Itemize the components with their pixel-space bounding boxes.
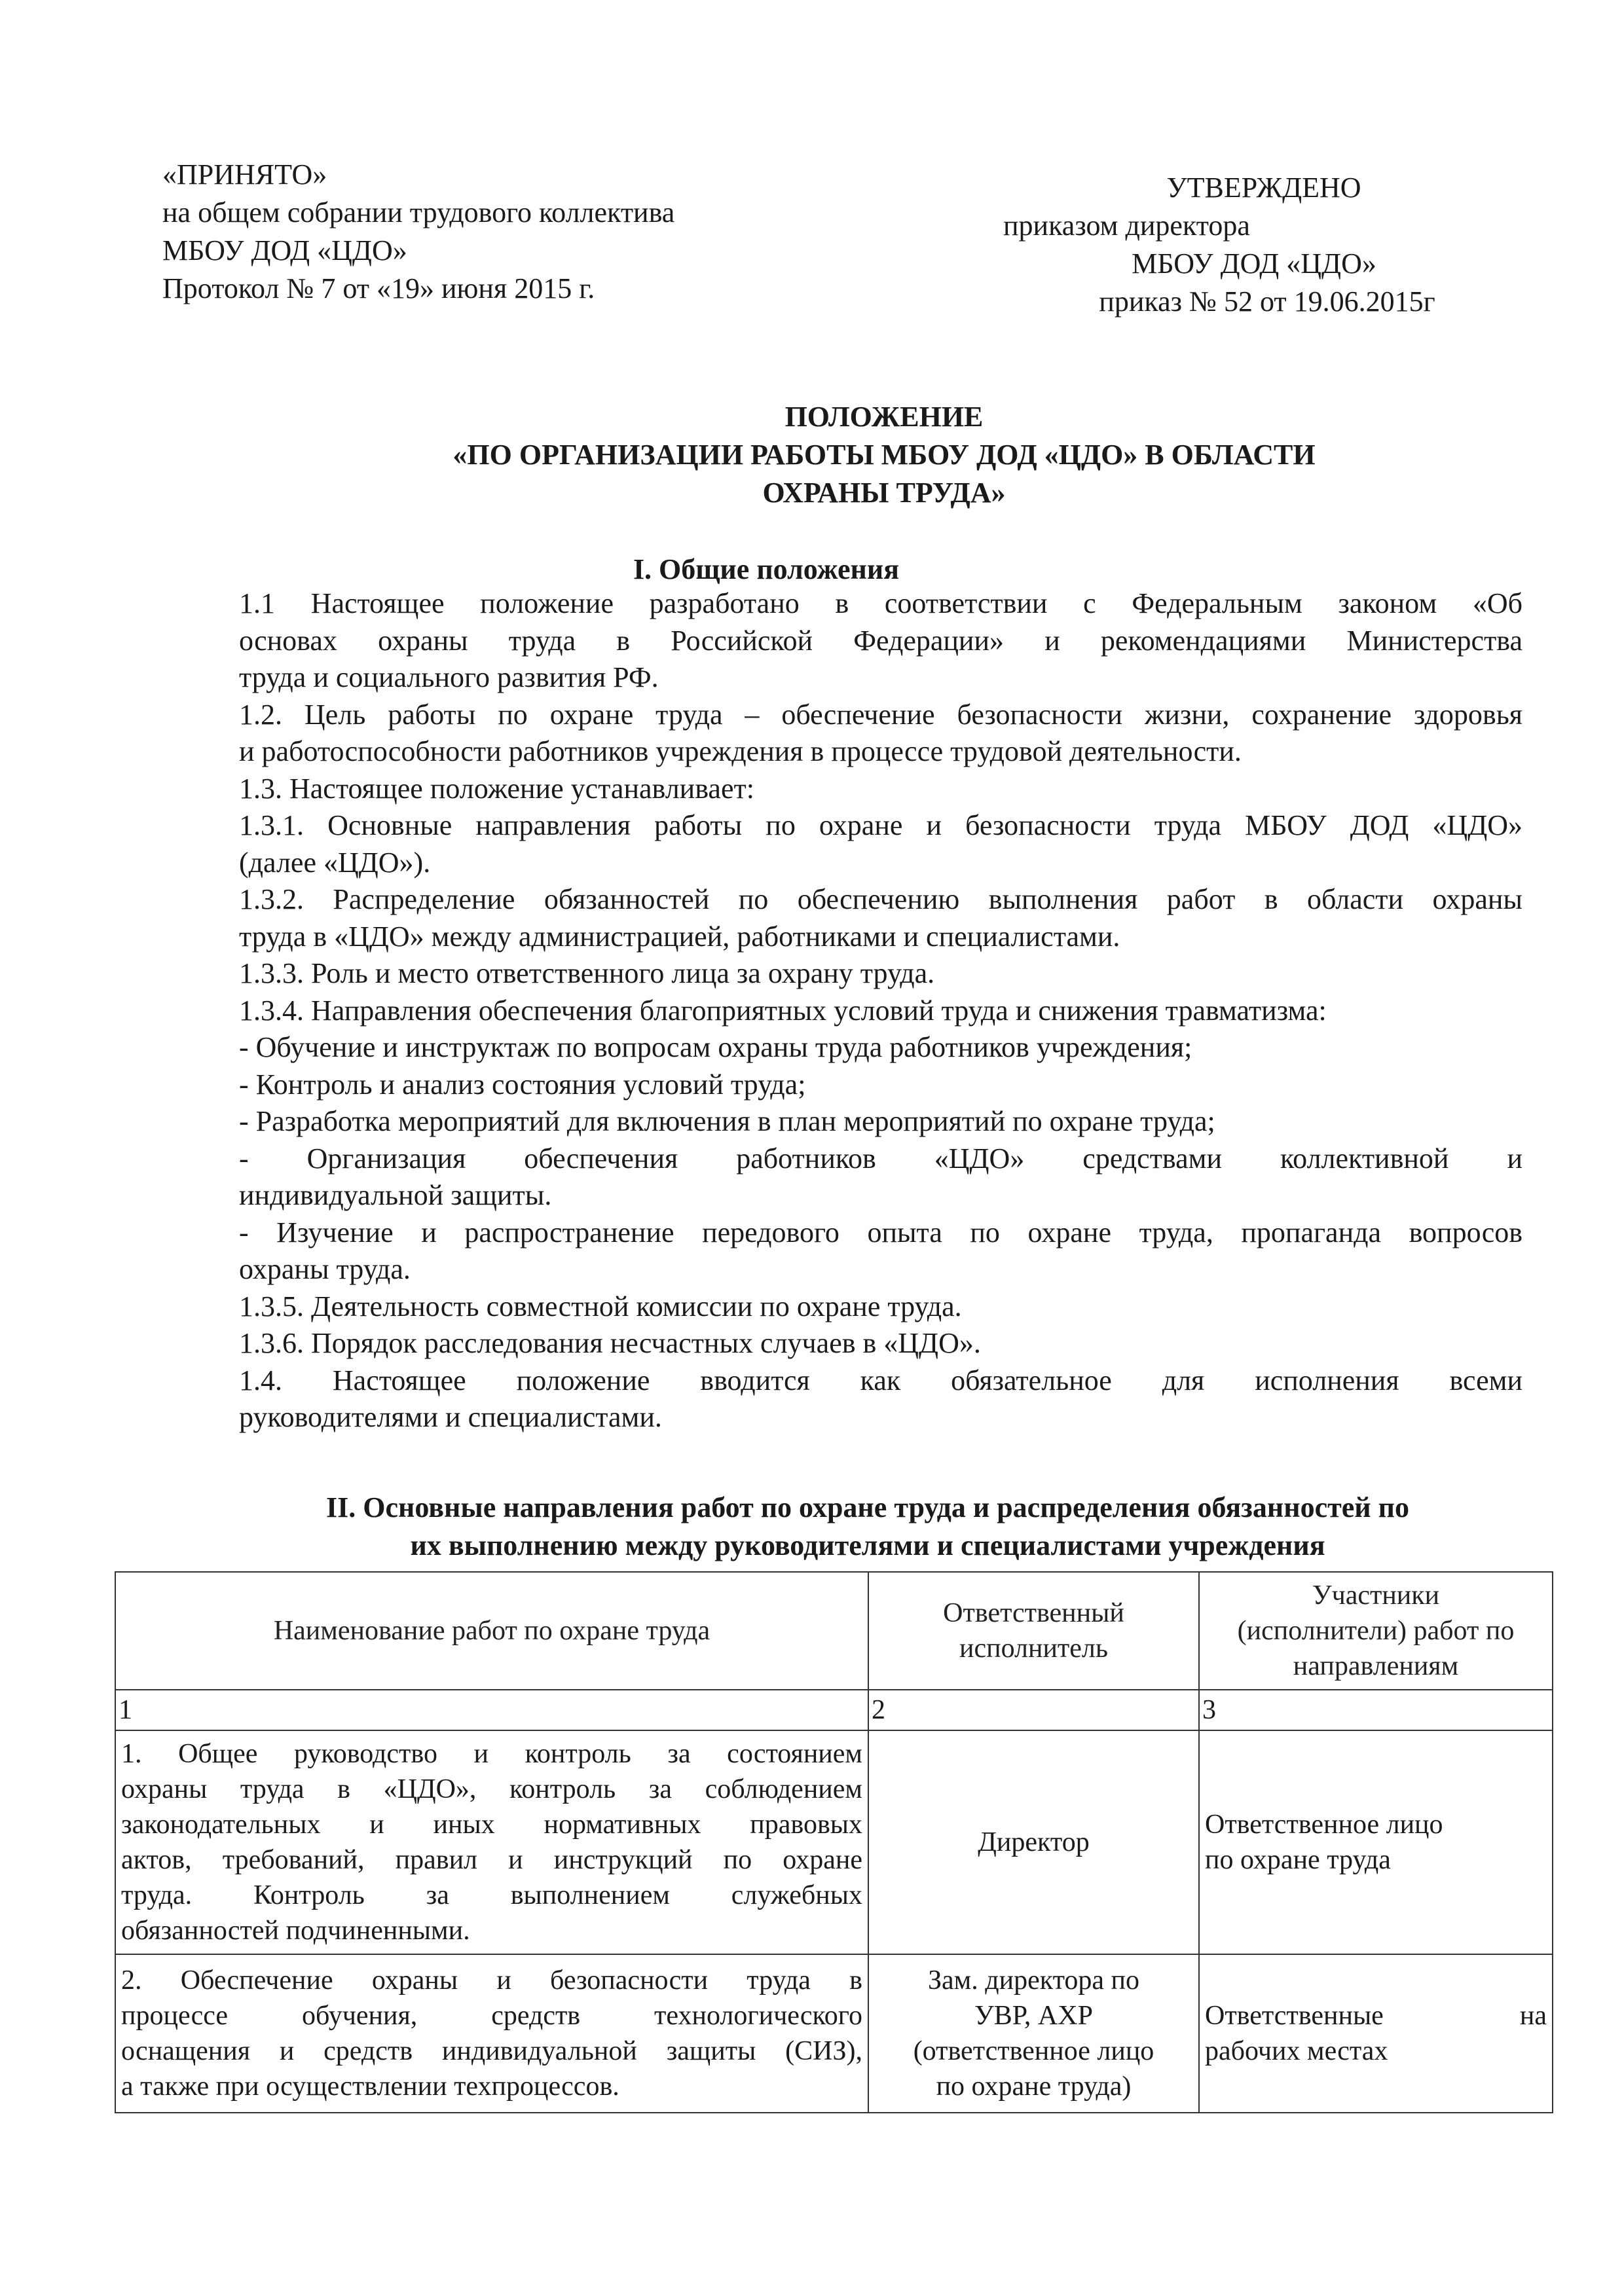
title-line: ОХРАНЫ ТРУДА» bbox=[762, 477, 1006, 509]
paragraph-line: 1.3.3. Роль и место ответственного лица за охрану труда. bbox=[239, 957, 935, 989]
cell-line: труда. Контроль за выполнением служебных bbox=[121, 1880, 862, 1910]
participants-cell bbox=[1199, 1730, 1553, 1954]
paragraph-1-1 bbox=[239, 585, 1522, 697]
header-line: Наименование работ по охране труда bbox=[273, 1616, 710, 1646]
paragraph-1-2 bbox=[239, 697, 1522, 771]
approval-accepted-block bbox=[162, 156, 674, 308]
column-number: 3 bbox=[1199, 1690, 1553, 1730]
cell-line: по охране труда bbox=[1205, 1845, 1391, 1875]
cell-line: 2. Обеспечение охраны и безопасности труда в bbox=[121, 1965, 862, 1995]
approval-left-line: Протокол № 7 от «19» июня 2015 г. bbox=[162, 272, 595, 304]
paragraph-line: и работоспособности работников учреждения в процессе трудовой деятельности. bbox=[239, 735, 1242, 767]
header-line: Ответственный bbox=[943, 1598, 1124, 1628]
cell-line: а также при осуществлении техпроцессов. bbox=[121, 2071, 619, 2102]
paragraph-line: - Разработка мероприятий для включения в план мероприятий по охране труда; bbox=[239, 1105, 1215, 1137]
section-2-heading-line: их выполнению между руководителями и специалистами учреждения bbox=[410, 1529, 1325, 1561]
paragraph-line: основах охраны труда в Российской Федерации» и рекомендациями Министерства bbox=[239, 624, 1522, 657]
approval-left-line: «ПРИНЯТО» bbox=[162, 158, 327, 191]
paragraph-1-3-5 bbox=[239, 1288, 1522, 1326]
header-line: исполнитель bbox=[959, 1633, 1109, 1664]
cell-line-justified bbox=[1205, 1998, 1547, 2033]
paragraph-1-3-2 bbox=[239, 881, 1522, 955]
cell-word: Ответственные bbox=[1205, 2001, 1384, 2031]
paragraph-line: труда в «ЦДО» между администрацией, работниками и специалистами. bbox=[239, 920, 1120, 953]
cell-line: охраны труда в «ЦДО», контроль за соблюдением bbox=[121, 1774, 862, 1804]
table-row bbox=[115, 1954, 1553, 2113]
section-1-heading: I. Общие положения bbox=[633, 553, 900, 585]
cell-line: УВР, АХР bbox=[974, 2001, 1093, 2031]
paragraph-1-3-6 bbox=[239, 1325, 1522, 1362]
section-2-heading bbox=[216, 1489, 1519, 1565]
cell-line: Директор bbox=[978, 1827, 1090, 1857]
column-number: 1 bbox=[115, 1690, 868, 1730]
cell-line: процессе обучения, средств технологического bbox=[121, 2001, 862, 2031]
cell-line: рабочих местах bbox=[1205, 2036, 1388, 2066]
cell-line: оснащения и средств индивидуальной защиты (СИЗ), bbox=[121, 2036, 862, 2066]
column-header-participants bbox=[1199, 1572, 1553, 1690]
list-item bbox=[239, 1066, 1522, 1104]
section-1-body bbox=[239, 585, 1522, 1436]
list-item bbox=[239, 1103, 1522, 1140]
approval-right-line: приказ № 52 от 19.06.2015г bbox=[1099, 285, 1435, 318]
table-row bbox=[115, 1730, 1553, 1954]
approval-approved-block bbox=[982, 169, 1454, 321]
list-item bbox=[239, 1140, 1522, 1214]
cell-word: на bbox=[1519, 2001, 1547, 2031]
paragraph-line: охраны труда. bbox=[239, 1253, 411, 1285]
work-cell bbox=[115, 1730, 868, 1954]
title-line: «ПО ОРГАНИЗАЦИИ РАБОТЫ МБОУ ДОД «ЦДО» В ОБЛАСТИ bbox=[452, 439, 1316, 471]
paragraph-line: 1.2. Цель работы по охране труда – обеспечение безопасности жизни, сохранение здоровья bbox=[239, 698, 1522, 731]
paragraph-line: 1.3.1. Основные направления работы по охране и безопасности труда МБОУ ДОД «ЦДО» bbox=[239, 809, 1522, 841]
paragraph-1-3-3 bbox=[239, 955, 1522, 993]
paragraph-line: 1.3.6. Порядок расследования несчастных случаев в «ЦДО». bbox=[239, 1327, 981, 1359]
approval-left-line: МБОУ ДОД «ЦДО» bbox=[162, 234, 407, 266]
responsible-cell bbox=[868, 1730, 1199, 1954]
duties-table bbox=[115, 1571, 1553, 2113]
paragraph-line: 1.3.5. Деятельность совместной комиссии по охране труда. bbox=[239, 1290, 962, 1322]
paragraph-1-3 bbox=[239, 771, 1522, 808]
title-line: ПОЛОЖЕНИЕ bbox=[784, 401, 984, 433]
paragraph-line: 1.4. Настоящее положение вводится как обязательное для исполнения всеми bbox=[239, 1364, 1522, 1396]
cell-line: актов, требований, правил и инструкций по охране bbox=[121, 1845, 862, 1875]
paragraph-line: индивидуальной защиты. bbox=[239, 1179, 552, 1211]
approval-right-line: УТВЕРЖДЕНО bbox=[1166, 172, 1361, 204]
approval-left-line: на общем собрании трудового коллектива bbox=[162, 196, 675, 228]
paragraph-1-3-4 bbox=[239, 993, 1522, 1030]
paragraph-line: - Изучение и распространение передового опыта по охране труда, пропаганда вопросов bbox=[239, 1216, 1522, 1248]
paragraph-line: - Обучение и инструктаж по вопросам охраны труда работников учреждения; bbox=[239, 1031, 1192, 1063]
paragraph-line: труда и социального развития РФ. bbox=[239, 661, 659, 693]
paragraph-line: 1.1 Настоящее положение разработано в соответствии с Федеральным законом «Об bbox=[239, 587, 1522, 619]
paragraph-line: 1.3. Настоящее положение устанавливает: bbox=[239, 772, 754, 805]
approval-right-line: МБОУ ДОД «ЦДО» bbox=[1132, 247, 1376, 280]
header-line: (исполнители) работ по bbox=[1237, 1616, 1515, 1646]
responsible-cell bbox=[868, 1954, 1199, 2113]
header-line: направлениям bbox=[1293, 1651, 1459, 1681]
paragraph-line: (далее «ЦДО»). bbox=[239, 846, 431, 879]
paragraph-line: 1.3.4. Направления обеспечения благоприятных условий труда и снижения травматизма: bbox=[239, 994, 1327, 1027]
cell-line: (ответственное лицо bbox=[913, 2036, 1154, 2066]
document-title bbox=[314, 398, 1454, 512]
paragraph-line: 1.3.2. Распределение обязанностей по обеспечению выполнения работ в области охраны bbox=[239, 883, 1522, 915]
paragraph-1-4 bbox=[239, 1362, 1522, 1436]
paragraph-line: - Контроль и анализ состояния условий труда; bbox=[239, 1068, 806, 1101]
list-item bbox=[239, 1214, 1522, 1288]
approval-right-line: приказом директора bbox=[1003, 210, 1250, 242]
column-number: 2 bbox=[868, 1690, 1199, 1730]
column-header-work bbox=[115, 1572, 868, 1690]
participants-cell bbox=[1199, 1954, 1553, 2113]
cell-line: обязанностей подчиненными. bbox=[121, 1916, 470, 1946]
cell-line: 1. Общее руководство и контроль за состоянием bbox=[121, 1739, 862, 1769]
cell-line: законодательных и иных нормативных правовых bbox=[121, 1810, 862, 1840]
table-numbering-row bbox=[115, 1690, 1553, 1730]
list-item bbox=[239, 1029, 1522, 1066]
section-2-heading-line: II. Основные направления работ по охране труда и распределения обязанностей по bbox=[326, 1491, 1409, 1523]
column-header-responsible bbox=[868, 1572, 1199, 1690]
work-cell bbox=[115, 1954, 868, 2113]
table-header-row bbox=[115, 1572, 1553, 1690]
header-line: Участники bbox=[1312, 1580, 1440, 1611]
paragraph-line: - Организация обеспечения работников «ЦДО» средствами коллективной и bbox=[239, 1142, 1522, 1175]
cell-line: Зам. директора по bbox=[927, 1965, 1140, 1995]
paragraph-1-3-1 bbox=[239, 807, 1522, 881]
cell-line: Ответственное лицо bbox=[1205, 1810, 1443, 1840]
cell-line: по охране труда) bbox=[936, 2071, 1132, 2102]
paragraph-line: руководителями и специалистами. bbox=[239, 1401, 662, 1433]
